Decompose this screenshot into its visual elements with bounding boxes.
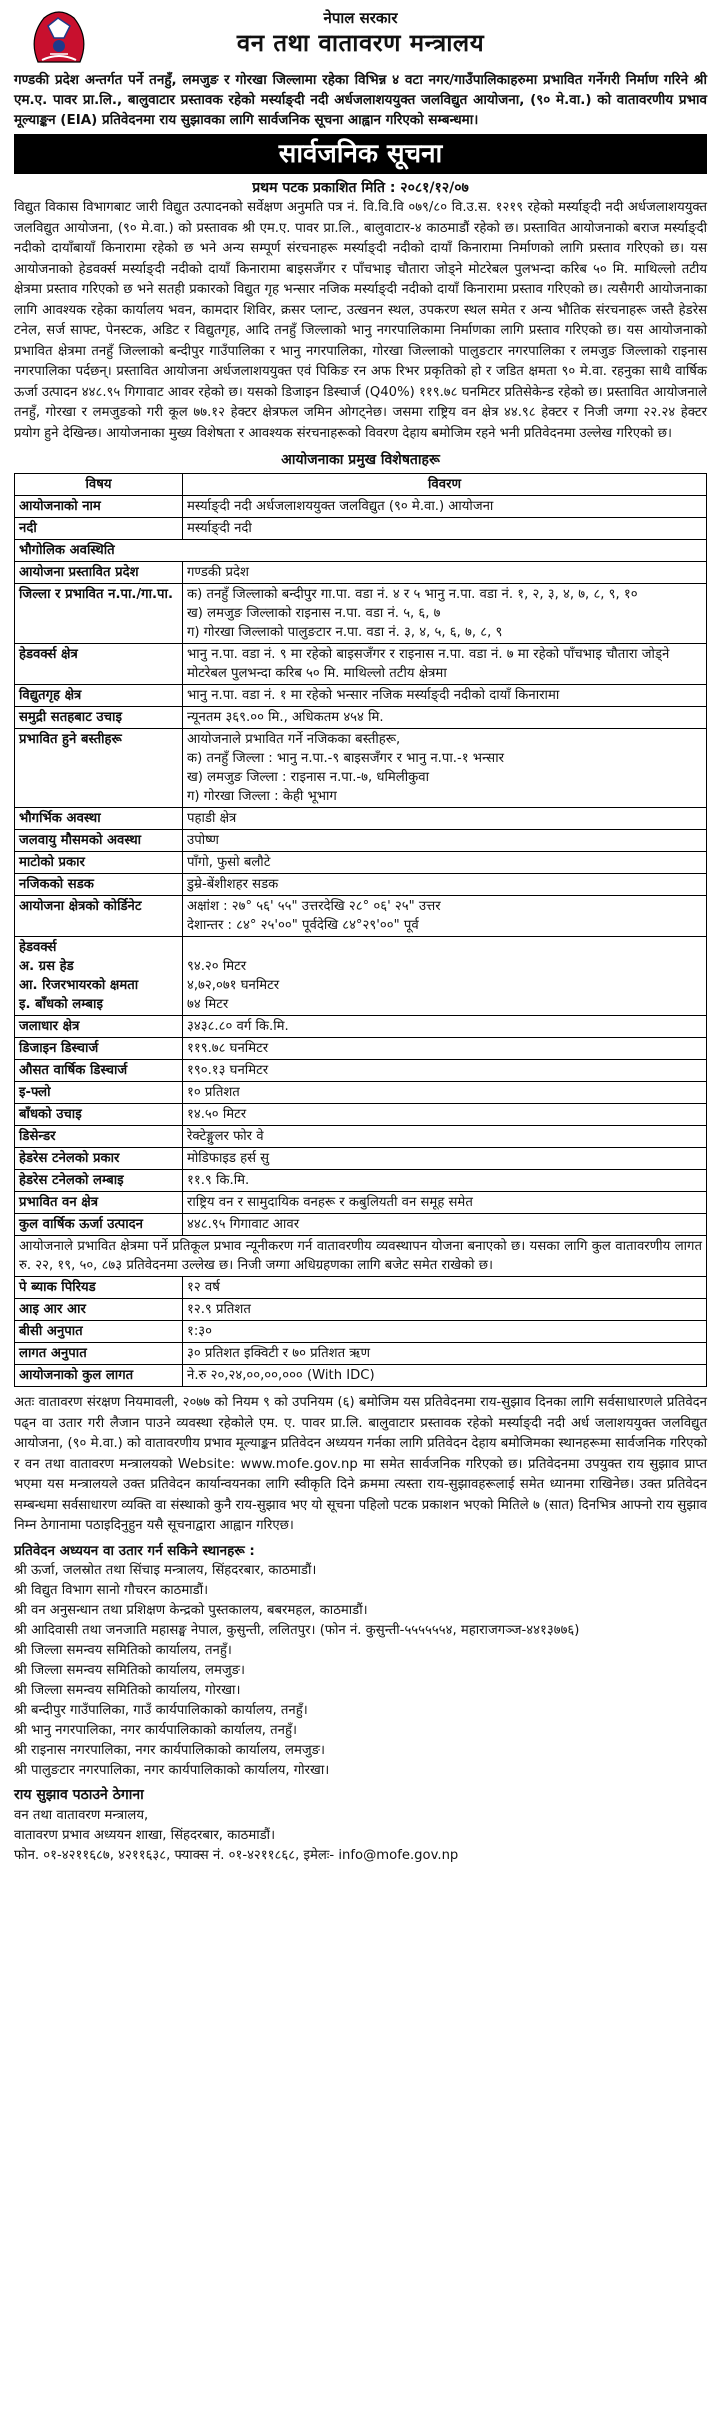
spec-value-line: १२.९ प्रतिशत [187,1302,251,1317]
spec-value-line: ख) लमजुङ जिल्ला : राइनास न.पा.-७, धमिलीकुवा [187,770,430,785]
spec-key [15,937,183,1016]
spec-value-line: ३४३८.८० वर्ग कि.मि. [187,1019,289,1034]
spec-table [14,473,707,1387]
spec-key: माटोको प्रकार [15,852,183,874]
contact-line: वन तथा वातावरण मन्त्रालय, [14,1807,149,1823]
spec-value [183,644,707,685]
spec-value-line: पाँगो, फुसो बलौटे [187,855,271,870]
table-row [15,540,707,562]
spec-key-line: आ. रिजरभायरको क्षमता [19,978,139,993]
table-row [15,562,707,584]
government-name: नेपाल सरकार [323,9,398,27]
spec-value-line: भानु न.पा. वडा नं. ९ मा रहेको बाइसजँगर र राइनास न.पा. वडा नं. ७ मा रहेको पाँचभाइ चौतारा जोड्ने मोटरेबल पुलभन्दा करिब ५० मि. माथिल्लो तटीय क्षेत्रमा [187,647,670,681]
spec-value-line: क) तनहुँ जिल्लाको बन्दीपुर गा.पा. वडा नं. ४ र ५ भानु न.पा. वडा नं. १, २, ३, ४, ७, ८, ९, १० [187,587,638,602]
spec-key: भौगर्भिक अवस्था [15,808,183,830]
published-date: प्रथम पटक प्रकाशित मिति : २०८१/१२/०७ [252,180,469,196]
spec-key: प्रभावित वन क्षेत्र [15,1192,183,1214]
table-row [15,1104,707,1126]
spec-value-line [187,938,702,957]
list-item: श्री जिल्ला समन्वय समितिको कार्यालय, गोरखा। [14,1682,241,1698]
contact-line: फोन. ०१-४२११६८७, ४२११६३८, फ्याक्स नं. ०१-४२११८६८, इमेलः- info@mofe.gov.np [14,1847,459,1863]
spec-value-line: राष्ट्रिय वन र सामुदायिक वनहरू र कबुलियती वन समूह समेत [187,1195,473,1210]
spec-key: कुल वार्षिक ऊर्जा उत्पादन [15,1214,183,1236]
table-row [15,1236,707,1277]
spec-value-line: १९०.१३ घनमिटर [187,1063,269,1078]
spec-value-line: ४४८.९५ गिगावाट आवर [187,1217,300,1232]
table-row [15,1038,707,1060]
spec-value [183,1299,707,1321]
spec-key-line: अ. ग्रस हेड [19,959,74,974]
spec-key: भौगोलिक अवस्थिति [15,540,707,562]
spec-value [183,1343,707,1365]
table-row [15,852,707,874]
table-row [15,1148,707,1170]
spec-value-line: मर्स्याङ्दी नदी [187,521,252,536]
table-row [15,830,707,852]
table-row [15,937,707,1016]
spec-value-line: डुम्रे-बेंशीशहर सडक [187,877,279,892]
spec-value [183,1192,707,1214]
spec-value [183,1082,707,1104]
spec-value-line: क) तनहुँ जिल्ला : भानु न.पा.-९ बाइसजँगर र भानु न.पा.-१ भन्सार [187,751,505,766]
spec-key-line: हेडवर्क्स [19,940,57,955]
spec-value-line: १२ वर्ष [187,1280,220,1295]
list-item: श्री जिल्ला समन्वय समितिको कार्यालय, तनहुँ। [14,1642,232,1658]
spec-key: डिजाइन डिस्चार्ज [15,1038,183,1060]
closing-paragraph: अतः वातावरण संरक्षण नियमावली, २०७७ को नियम ९ को उपनियम (६) बमोजिम यस प्रतिवेदनमा राय-सुझाव दिनका लागि सर्वसाधारणले प्रतिवेदन पढ्न वा उतार गरी लैजान पाउने व्यवस्था रहेकोले एम. ए. पावर प्रा.लि. बालुवाटार प्रस्तावक रहेको मर्स्याङ्दी नदी अर्ध जलाशययुक्त जलविद्युत आयोजना, (९० मे.वा.) को वातावरणीय प्रभाव मूल्याङ्कन प्रतिवेदन अध्ययन गर्नका लागि प्रतिवेदन देहाय बमोजिमका स्थानहरूमा सार्वजनिक गरिएको र वन तथा वातावरण मन्त्रालयको Website: www.mofe.gov.np मा समेत सार्वजनिक गरिएको छ। प्रतिवेदनमा उपयुक्त राय सुझाव प्राप्त भएमा यस मन्त्रालयले उक्त प्रतिवेदन कार्यान्वयनका लागि स्वीकृति दिने क्रममा त्यस्ता राय-सुझावहरूलाई समेत ध्यानमा राखिनेछ। उक्त प्रतिवेदन सम्बन्धमा सर्वसाधारण व्यक्ति वा संस्थाको कुनै राय-सुझाव भए यो सूचना पहिलो पटक प्रकाशन भएको मितिले ७ (सात) दिनभित्र आफ्नो राय सुझाव निम्न ठेगानामा पठाइदिनुहुन यसै सूचनाद्वारा आह्वान गरिएछ। [14,1395,707,1533]
table-row [15,896,707,937]
spec-value-line: रेक्टेङ्गुलर फोर वे [187,1129,264,1144]
table-row [15,1170,707,1192]
spec-value [183,1214,707,1236]
spec-value [183,1365,707,1387]
list-item: श्री भानु नगरपालिका, नगर कार्यपालिकाको कार्यालय, तनहुँ। [14,1722,297,1738]
spec-key-line: इ. बाँधको लम्बाइ [19,997,103,1012]
spec-section-title: आयोजनाका प्रमुख विशेषताहरू [281,452,440,468]
spec-value [183,518,707,540]
spec-key: पे ब्याक पिरियड [15,1277,183,1299]
spec-key: जलाधार क्षेत्र [15,1016,183,1038]
spec-key: आइ आर आर [15,1299,183,1321]
spec-key: विद्युतगृह क्षेत्र [15,685,183,707]
spec-value [183,707,707,729]
table-row [15,1299,707,1321]
spec-value-line: १० प्रतिशत [187,1085,240,1100]
spec-value-line: ग) गोरखा जिल्लाको पालुङटार न.पा. वडा नं. ३, ४, ५, ६, ७, ८, ९ [187,625,503,640]
spec-value [183,1277,707,1299]
contact-title: राय सुझाव पठाउने ठेगाना [14,1786,144,1803]
spec-key: आयोजना क्षेत्रको कोर्डिनेट [15,896,183,937]
spec-value [183,830,707,852]
spec-key: नजिकको सडक [15,874,183,896]
table-row [15,1277,707,1299]
spec-value [183,1038,707,1060]
spec-table-header [15,474,707,496]
spec-key: इ-फ्लो [15,1082,183,1104]
spec-value [183,937,707,1016]
spec-value-line: उपोष्ण [187,833,219,848]
contact-line: वातावरण प्रभाव अध्ययन शाखा, सिंहदरबार, काठमाडौं। [14,1827,276,1843]
notice-subject: गण्डकी प्रदेश अन्तर्गत पर्ने तनहुँ, लमजुङ र गोरखा जिल्लामा रहेका विभिन्न ४ वटा नगर/गाउँपालिकाहरुमा प्रभावित गर्नेगरी निर्माण गरिने श्री एम.ए. पावर प्रा.लि., बालुवाटार प्रस्तावक रहेको मर्स्याङ्दी नदी अर्धजलाशययुक्त जलविद्युत आयोजना, (९० मे.वा.) को वातावरणीय प्रभाव मूल्याङ्कन (EIA) प्रतिवेदनमा राय सुझावका लागि सार्वजनिक सूचना आह्वान गरिएको सम्बन्धमा। [14,72,707,128]
spec-col-subject: विषय [15,474,183,496]
spec-value [183,584,707,644]
spec-key: आयोजना प्रस्तावित प्रदेश [15,562,183,584]
list-item: श्री ऊर्जा, जलस्रोत तथा सिंचाइ मन्त्रालय, सिंहदरबार, काठमाडौं। [14,1562,317,1578]
table-row [15,1343,707,1365]
spec-value-line: न्यूनतम ३६९.०० मि., अधिकतम ४५४ मि. [187,710,384,725]
spec-value-line: १:३० [187,1324,213,1339]
spec-key: बाँधको उचाइ [15,1104,183,1126]
spec-key: आयोजनाको कुल लागत [15,1365,183,1387]
spec-value-line: गण्डकी प्रदेश [187,565,249,580]
spec-value-line: ३० प्रतिशत इक्विटी र ७० प्रतिशत ऋण [187,1346,371,1361]
spec-value-line: ने.रु २०,२४,००,००,००० (With IDC) [187,1368,375,1383]
table-row [15,644,707,685]
table-row [15,874,707,896]
spec-value [183,685,707,707]
list-item: श्री बन्दीपुर गाउँपालिका, गाउँ कार्यपालिकाको कार्यालय, तनहुँ। [14,1702,308,1718]
table-row [15,1126,707,1148]
table-row [15,729,707,808]
spec-value [183,1016,707,1038]
spec-note: आयोजनाले प्रभावित क्षेत्रमा पर्ने प्रतिकूल प्रभाव न्यूनीकरण गर्न वातावरणीय व्यवस्थापन योजना बनाएको छ। यसका लागि कुल वातावरणीय लागत रु. २२, १९, ५०, ८७३ प्रतिवेदनमा उल्लेख छ। निजी जग्गा अधिग्रहणका लागि बजेट समेत राखेको छ। [15,1236,707,1277]
table-row [15,1214,707,1236]
list-item: श्री आदिवासी तथा जनजाति महासङ्घ नेपाल, कुसुन्ती, ललितपुर। (फोन नं. कुसुन्ती-५५५५५५४, महाराजगञ्ज-४४१३७७६) [14,1622,580,1638]
spec-key: जलवायु मौसमको अवस्था [15,830,183,852]
spec-key: लागत अनुपात [15,1343,183,1365]
spec-key: प्रभावित हुने बस्तीहरू [15,729,183,808]
list-item: श्री राइनास नगरपालिका, नगर कार्यपालिकाको कार्यालय, लमजुङ। [14,1742,326,1758]
spec-value-line: ९४.२० मिटर [187,959,247,974]
table-row [15,1365,707,1387]
spec-value-line: मोडिफाइड हर्स सु [187,1151,270,1166]
spec-key: नदी [15,518,183,540]
spec-value [183,496,707,518]
spec-key: हेडरेस टनेलको लम्बाइ [15,1170,183,1192]
spec-value-line: ख) लमजुङ जिल्लाको राइनास न.पा. वडा नं. ५, ६, ७ [187,606,441,621]
spec-value-line: ११.९ कि.मि. [187,1173,250,1188]
spec-key: समुद्री सतहबाट उचाइ [15,707,183,729]
table-row [15,1016,707,1038]
table-row [15,1082,707,1104]
ministry-name: वन तथा वातावरण मन्त्रालय [236,29,485,57]
spec-key: हेडवर्क्स क्षेत्र [15,644,183,685]
spec-key: डिसेन्डर [15,1126,183,1148]
notice-title: सार्वजनिक सूचना [14,134,707,174]
spec-value [183,1060,707,1082]
spec-key: जिल्ला र प्रभावित न.पा./गा.पा. [15,584,183,644]
spec-value [183,852,707,874]
spec-value-line: ७४ मिटर [187,997,229,1012]
spec-value-line: पहाडी क्षेत्र [187,811,237,826]
list-item: श्री पालुङटार नगरपालिका, नगर कार्यपालिकाको कार्यालय, गोरखा। [14,1762,330,1778]
table-row [15,496,707,518]
spec-value [183,1170,707,1192]
addresses-title: प्रतिवेदन अध्ययन वा उतार गर्न सकिने स्थानहरू : [14,1542,255,1559]
contact-block [14,1806,707,1866]
spec-value [183,562,707,584]
table-row [15,518,707,540]
spec-value [183,1321,707,1343]
spec-value-line: भानु न.पा. वडा नं. १ मा रहेको भन्सार नजिक मर्स्याङ्दी नदीको दायाँ किनारामा [187,688,560,703]
spec-value-line: ग) गोरखा जिल्ला : केही भूभाग [187,789,337,804]
spec-value-line: देशान्तर : ८४° २५'००" पूर्वदेखि ८४°२९'००" पूर्व [187,918,419,933]
notice-page [14,6,707,2404]
list-item: श्री वन अनुसन्धान तथा प्रशिक्षण केन्द्रको पुस्तकालय, बबरमहल, काठमाडौं। [14,1602,368,1618]
list-item: श्री विद्युत विभाग सानो गौचरन काठमाडौं। [14,1582,209,1598]
intro-paragraph: विद्युत विकास विभागबाट जारी विद्युत उत्पादनको सर्वेक्षण अनुमति पत्र नं. वि.वि.वि ०७९/८० वि.उ.स. १२१९ रहेको मर्स्याङ्दी नदी अर्धजलाशययुक्त जलविद्युत आयोजना, (९० मे.वा.) को प्रस्तावक श्री एम.ए. पावर प्रा.लि., बालुवाटार-४ काठमाडौं रहेको छ। प्रस्तावित आयोजनाको बराज मर्स्याङ्दी नदीको दायाँबायाँ किनारामा रहेको छ भने अन्य सम्पूर्ण संरचनाहरू मर्स्याङ्दी नदीको दायाँ किनारामा निर्माणको लागि प्रस्ताव गरिएको छ। यस आयोजनाको हेडवर्क्स मर्स्याङ्दी नदीको दायाँ किनारामा बाइसजँगर र पाँचभाइ चौतारा जोड्ने मोटरेबल पुलभन्दा करिब ५० मि. माथिल्लो तटीय क्षेत्रमा प्रस्ताव गरिएको छ भने सतही प्रकारको विद्युत गृह भन्सार नजिक मर्स्याङ्दी नदीको दायाँ किनारामा प्रस्ताव गरिएको छ। त्यसैगरी आयोजनाका लागि आवश्यक रहेका कार्यालय भवन, कामदार शिविर, क्रसर प्लान्ट, उत्खनन स्थल, उपकरण स्थल समेत र अन्य भौतिक संरचनाहरू जस्तै हेडरेस टनेल, सर्ज साफ्ट, पेनस्टक, अडिट र विद्युतगृह, आदि तनहुँ जिल्लाको भानु नगरपालिकामा निर्माणका लागि प्रस्ताव गरिएको छ। यस आयोजनाको प्रभावित क्षेत्रमा तनहुँ जिल्लाको बन्दीपुर गाउँपालिका र भानु नगरपालिका, गोरखा जिल्लाको पालुङटार नगरपालिका र लमजुङ जिल्लाको राइनास नगरपालिका पर्दछन्। प्रस्तावित आयोजना अर्धजलाशययुक्त एवं पिकिङ रन अफ रिभर प्रकृतिको हो र जडित क्षमता ९० मे.वा. रहनुका साथै वार्षिक ऊर्जा उत्पादन ४४८.९५ गिगावाट आवर रहेको छ। यसको डिजाइन डिस्चार्ज (Q40%) ११९.७८ घनमिटर प्रतिसेकेन्ड रहेको छ। प्रस्तावित आयोजनाले तनहुँ, गोरखा र लमजुङको गरी कूल ७७.१२ हेक्टर क्षेत्रफल जमिन ओगट्नेछ। जसमा राष्ट्रिय वन क्षेत्र ४४.९८ हेक्टर र निजी जग्गा २२.२४ हेक्टर प्रयोग हुने देखिन्छ। आयोजनाका मुख्य विशेषता र आवश्यक संरचनाहरूको विवरण देहाय बमोजिम रहने भनी प्रतिवेदनमा उल्लेख गरिएको छ। [14,200,707,441]
spec-value-line: आयोजनाले प्रभावित गर्ने नजिकका बस्तीहरू, [187,732,401,747]
spec-key: हेडरेस टनेलको प्रकार [15,1148,183,1170]
table-row [15,584,707,644]
spec-value [183,896,707,937]
spec-value [183,1104,707,1126]
addresses-list [14,1561,707,1781]
spec-value-line: ११९.७८ घनमिटर [187,1041,269,1056]
spec-value [183,729,707,808]
spec-value [183,1148,707,1170]
spec-key: औसत वार्षिक डिस्चार्ज [15,1060,183,1082]
spec-value [183,808,707,830]
spec-value-line: मर्स्याङ्दी नदी अर्धजलाशययुक्त जलविद्युत (९० मे.वा.) आयोजना [187,499,494,514]
spec-value [183,874,707,896]
spec-value [183,1126,707,1148]
spec-col-detail: विवरण [183,474,707,496]
spec-key: आयोजनाको नाम [15,496,183,518]
table-row [15,707,707,729]
table-row [15,1192,707,1214]
table-row [15,1060,707,1082]
table-row [15,808,707,830]
spec-key: बीसी अनुपात [15,1321,183,1343]
table-row [15,685,707,707]
list-item: श्री जिल्ला समन्वय समितिको कार्यालय, लमजुङ। [14,1662,246,1678]
spec-value-line: ४,७२,०७१ घनमिटर [187,978,280,993]
table-row [15,1321,707,1343]
spec-value-line: अक्षांश : २७° ५६' ५५" उत्तरदेखि २८° ०६' २५" उत्तर [187,899,441,914]
header [14,6,707,64]
spec-value-line: १४.५० मिटर [187,1107,247,1122]
